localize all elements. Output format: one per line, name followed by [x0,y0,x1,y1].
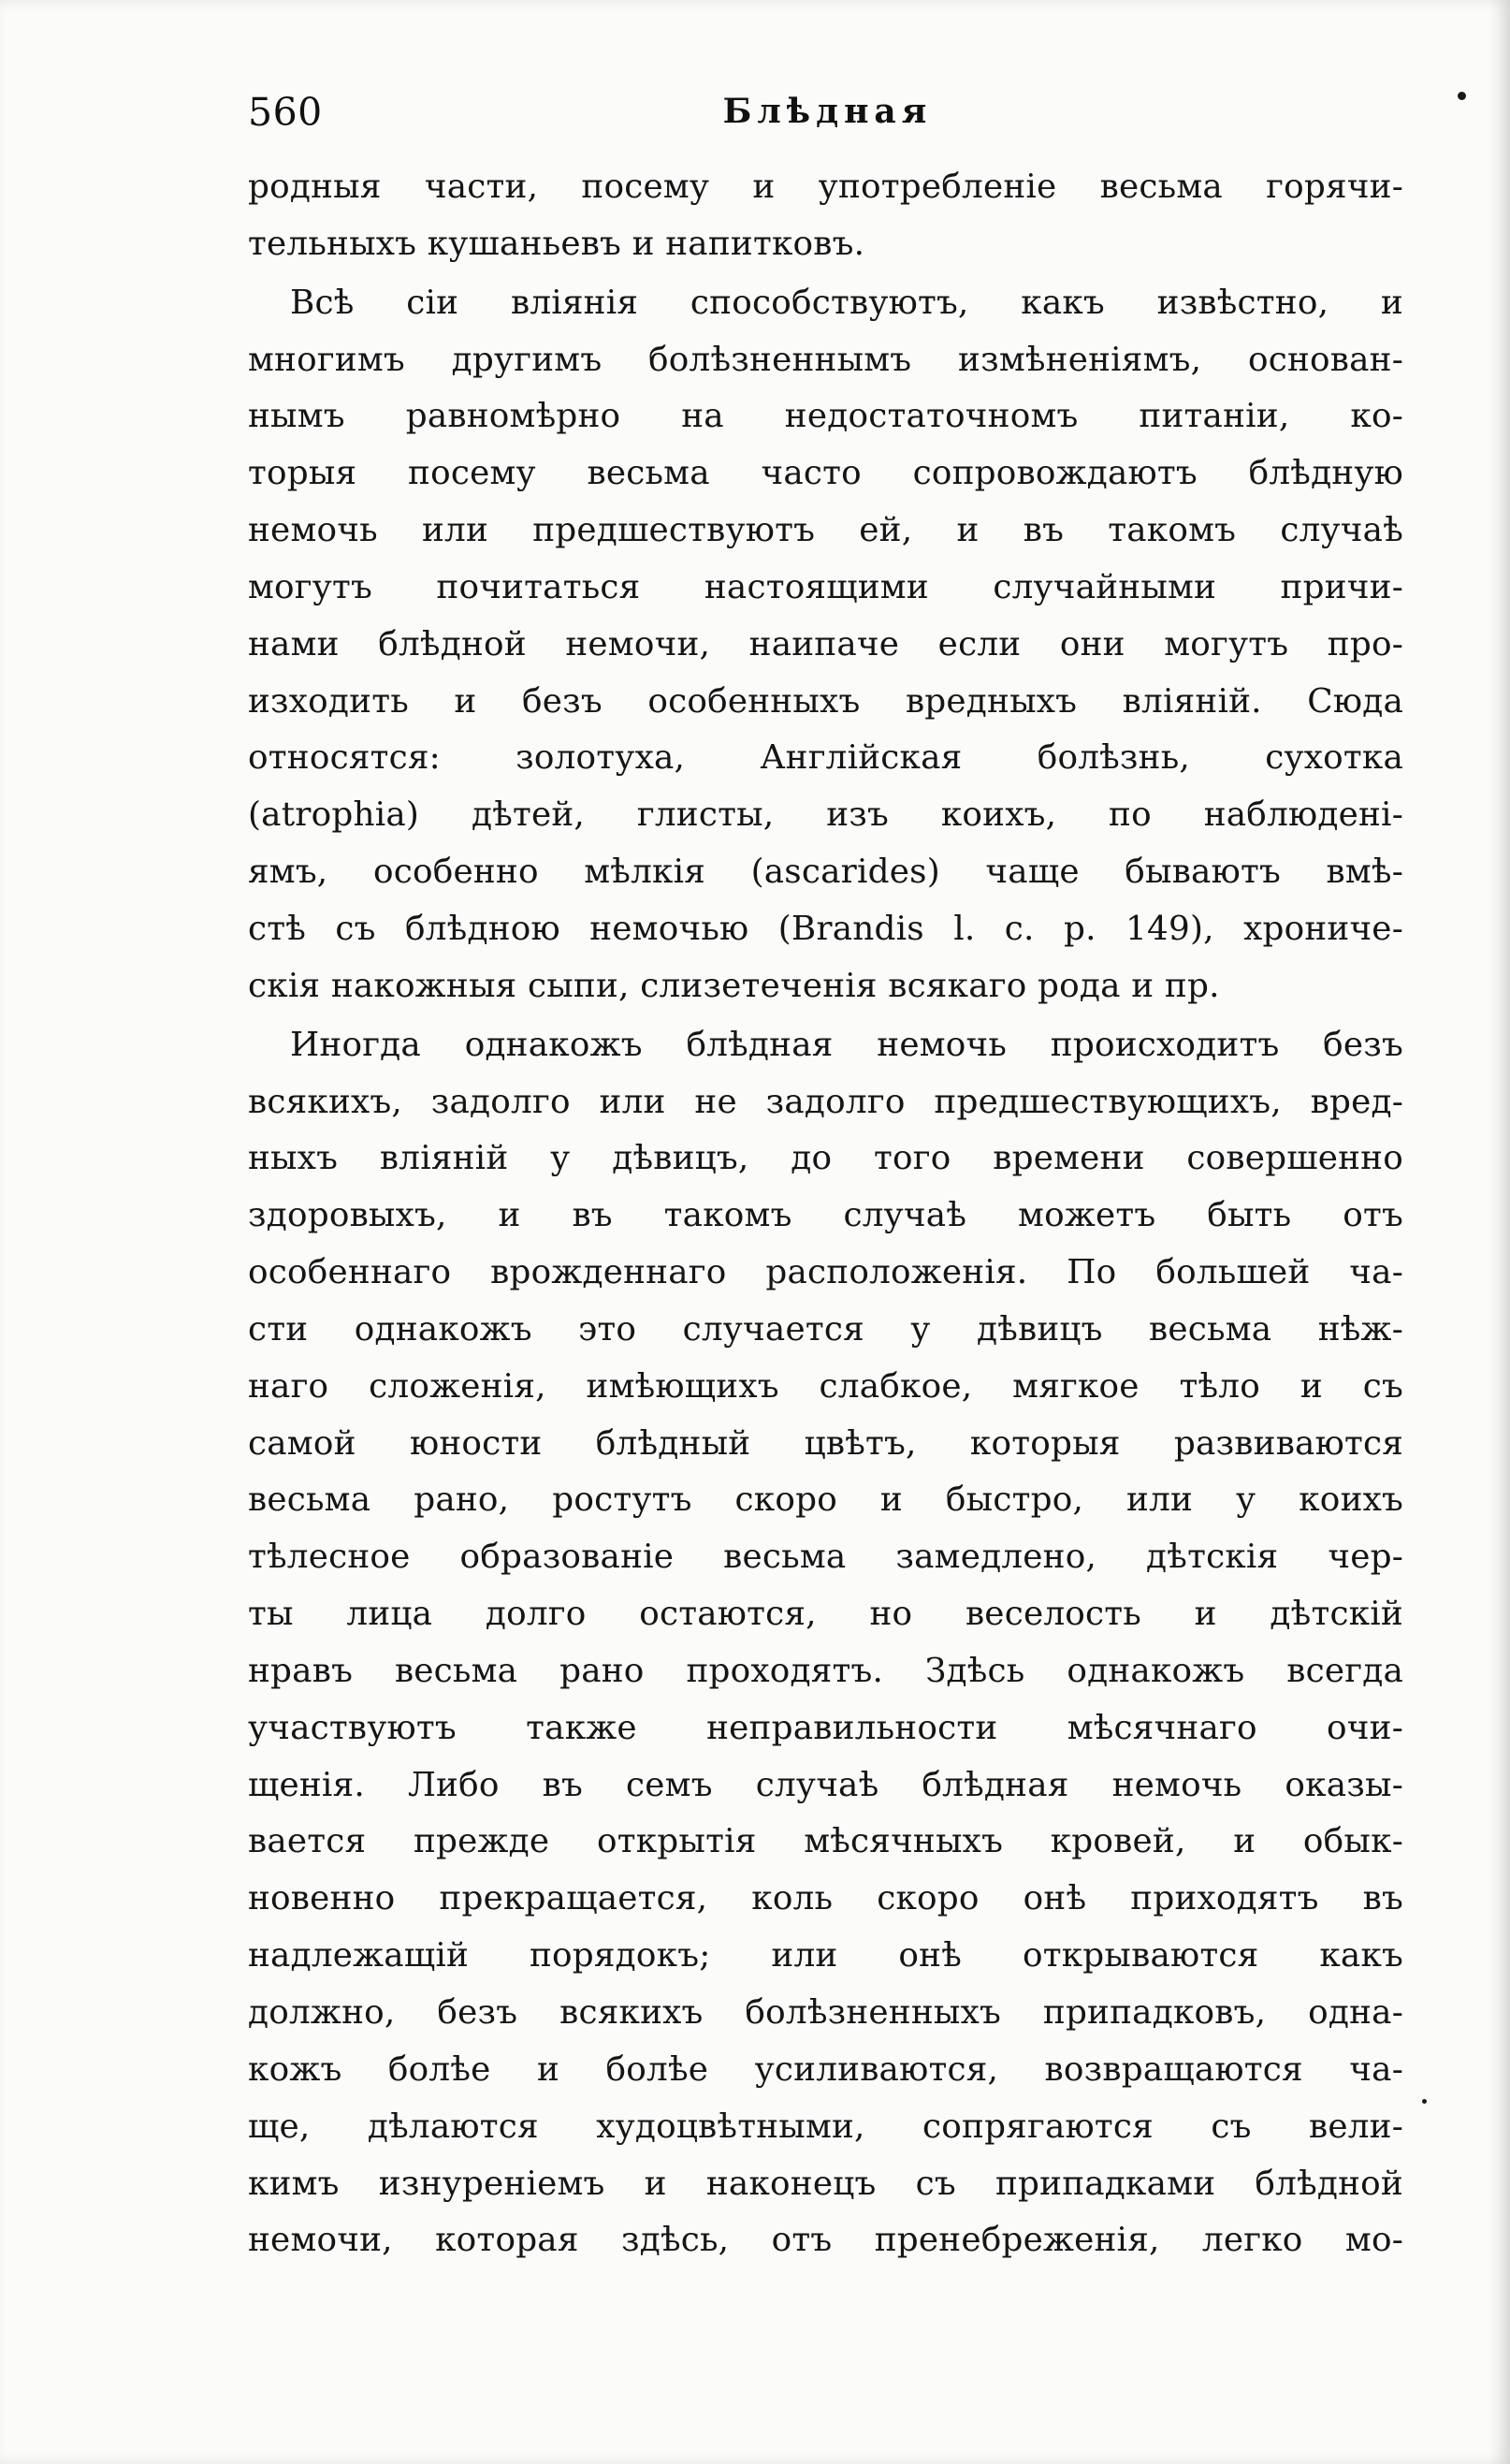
text-line: весьма рано, ростутъ скоро и быстро, или у коихъ [248,1480,1403,1520]
text-line: немочи, которая здѣсь, отъ пренебреженія, легко мо- [248,2221,1403,2260]
page-header [248,86,1407,142]
text-line: (atrophia) дѣтей, глисты, изъ коихъ, по наблюдені- [248,795,1403,835]
page-edge-shadow [1488,0,1510,2464]
text-line: кожъ болѣе и болѣе усиливаются, возвращаются ча- [248,2049,1403,2089]
text-line: скія накожныя сыпи, слизетеченія всякаго рода и пр. [248,966,1220,1005]
text-line: особеннаго врожденнаго расположенія. По большей ча- [248,1253,1403,1292]
text-line: нымъ равномѣрно на недостаточномъ питаніи, ко- [248,397,1403,436]
text-line: нравъ весьма рано проходятъ. Здѣсь однакожъ всегда [248,1651,1403,1690]
paragraph-first-line: Иногда однакожъ блѣдная немочь происходитъ безъ [290,1025,1403,1064]
text-line: многимъ другимъ болѣзненнымъ измѣненіямъ, основан- [248,340,1403,379]
text-line: тельныхъ кушаньевъ и напитковъ. [248,224,865,263]
running-head: Блѣдная [722,92,933,131]
text-line: вается прежде открытія мѣсячныхъ кровей, и обык- [248,1822,1403,1861]
text-line: сти однакожъ это случается у дѣвицъ весьма нѣж- [248,1309,1403,1349]
text-line: ты лица долго остаются, но веселость и дѣтскій [248,1595,1403,1634]
text-line: ямъ, особенно мѣлкія (ascarides) чаще бываютъ вмѣ- [248,853,1403,892]
text-line: немочь или предшествуютъ ей, и въ такомъ случаѣ [248,511,1403,550]
text-line: всякихъ, задолго или не задолго предшествующихъ, вред- [248,1082,1403,1121]
text-line: здоровыхъ, и въ такомъ случаѣ можетъ быть отъ [248,1196,1403,1235]
text-line: родныя части, посему и употребленіе весьма горячи- [248,168,1403,206]
ink-speck [1422,2099,1427,2104]
text-line: изходить и безъ особенныхъ вредныхъ вліяній. Сюда [248,681,1403,721]
text-line: участвуютъ также неправильности мѣсячнаго очи- [248,1708,1403,1747]
text-line: самой юности блѣдный цвѣтъ, которыя развиваются [248,1423,1403,1463]
text-line: должно, безъ всякихъ болѣзненныхъ припадковъ, одна- [248,1993,1403,2032]
text-line: относятся: золотуха, Англійская болѣзнь, сухотка [248,738,1403,778]
text-line: кимъ изнуреніемъ и наконецъ съ припадками блѣдной [248,2164,1403,2203]
paragraph-first-line: Всѣ сіи вліянія способствуютъ, какъ извѣстно, и [290,283,1403,322]
text-line: нами блѣдной немочи, наипаче если они могутъ про- [248,624,1403,663]
body-text [248,159,1403,2269]
text-line: ныхъ вліяній у дѣвицъ, до того времени совершенно [248,1139,1403,1178]
page-number: 560 [248,90,323,135]
text-line: наго сложенія, имѣющихъ слабкое, мягкое тѣло и съ [248,1366,1403,1406]
text-line: надлежащій порядокъ; или онѣ открываются какъ [248,1936,1403,1976]
text-line: могутъ почитаться настоящими случайными причи- [248,567,1403,606]
text-line: стѣ съ блѣдною немочью (Brandis l. c. p. 149), хрониче- [248,909,1403,948]
text-line: ще, дѣлаются худоцвѣтными, сопрягаются съ вели- [248,2107,1403,2146]
text-line: новенно прекращается, коль скоро онѣ приходятъ въ [248,1879,1403,1918]
text-line: торыя посему весьма часто сопровождаютъ блѣдную [248,454,1403,493]
ink-speck [1458,92,1466,100]
text-line: щенія. Либо въ семъ случаѣ блѣдная немочь оказы- [248,1765,1403,1804]
text-line: тѣлесное образованіе весьма замедлено, дѣтскія чер- [248,1538,1403,1577]
